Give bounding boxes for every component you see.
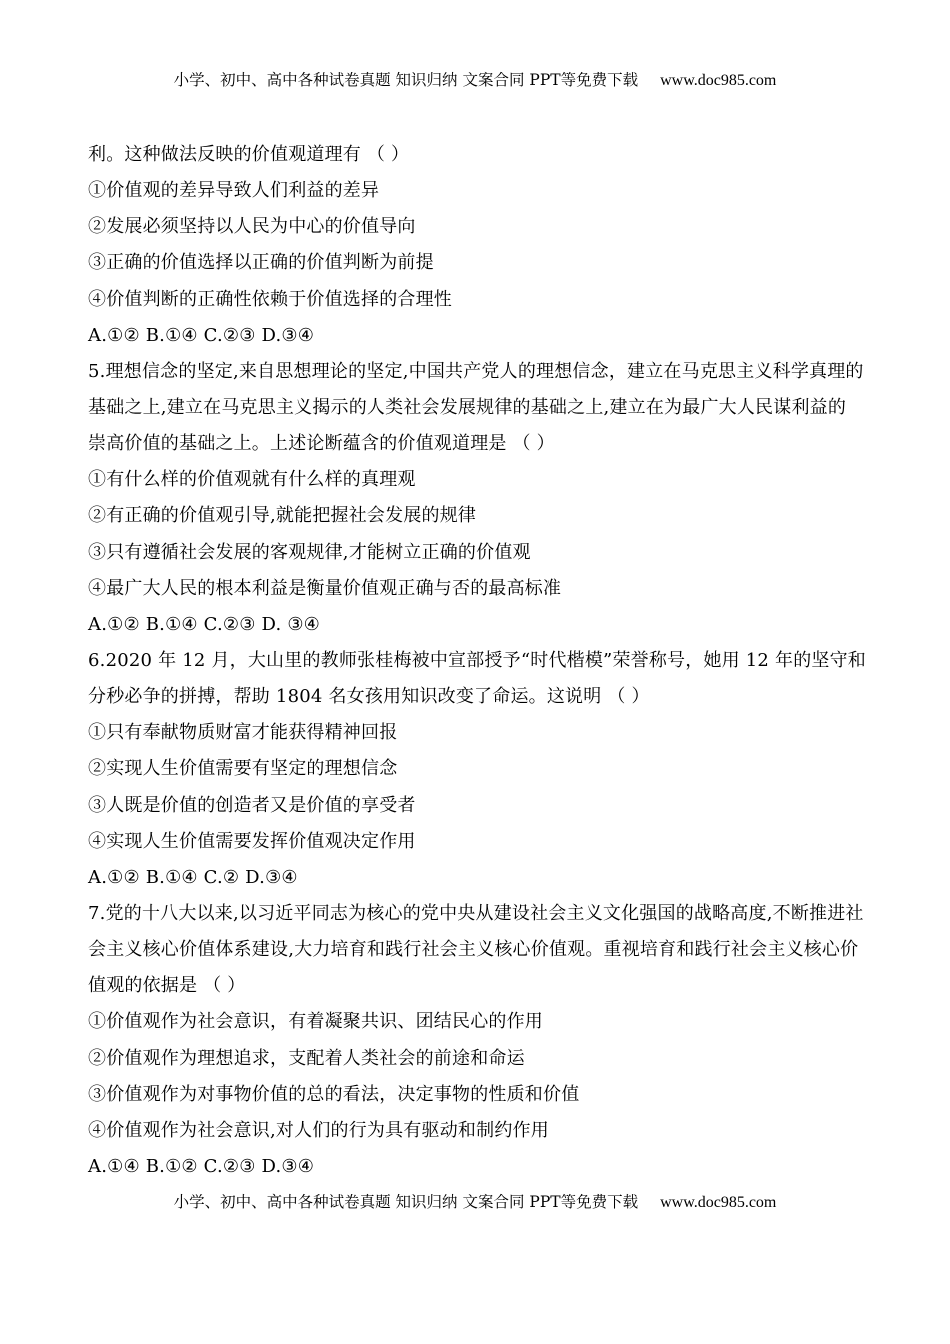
option-line: ②实现人生价值需要有坚定的理想信念 [88, 758, 398, 780]
option-line: ①只有奉献物质财富才能获得精神回报 [88, 722, 398, 744]
question-stem: 6.2020 年 12 月，大山里的教师张桂梅被中宣部授予“时代楷模”荣誉称号，她用 12 年的坚守和 [88, 649, 866, 671]
answer-choices: A.①② B.①④ C.② D.③④ [88, 866, 298, 888]
question-stem: 会主义核心价值体系建设,大力培育和践行社会主义核心价值观。重视培育和践行社会主义核心价 [88, 939, 859, 961]
option-line: ④价值判断的正确性依赖于价值选择的合理性 [88, 288, 452, 310]
question-stem: 基础之上,建立在马克思主义揭示的人类社会发展规律的基础之上,建立在为最广大人民谋利益的 [88, 396, 847, 418]
question-stem: 5.理想信念的坚定,来自思想理论的坚定,中国共产党人的理想信念，建立在马克思主义科学真理的 [88, 360, 864, 382]
option-line: ④价值观作为社会意识,对人们的行为具有驱动和制约作用 [88, 1119, 549, 1141]
question-stem: 值观的依据是 （ ） [88, 975, 246, 997]
option-line: ④最广大人民的根本利益是衡量价值观正确与否的最高标准 [88, 577, 562, 599]
question-stem: 7.党的十八大以来,以习近平同志为核心的党中央从建设社会主义文化强国的战略高度,不断推进社 [88, 902, 864, 924]
footer-site-link[interactable]: www.doc985.com [660, 1194, 777, 1211]
answer-choices: A.①④ B.①② C.②③ D.③④ [88, 1155, 315, 1177]
question-stem: 崇高价值的基础之上。上述论断蕴含的价值观道理是 （ ） [88, 433, 555, 455]
option-line: ③价值观作为对事物价值的总的看法，决定事物的性质和价值 [88, 1083, 580, 1105]
page-footer [0, 1190, 950, 1212]
answer-choices: A.①② B.①④ C.②③ D. ③④ [88, 613, 321, 635]
text-line: 利。这种做法反映的价值观道理有 （ ） [88, 144, 410, 165]
option-line: ②发展必须坚持以人民为中心的价值导向 [88, 216, 416, 238]
footer-text: 小学、初中、高中各种试卷真题 知识归纳 文案合同 PPT等免费下载 [173, 1193, 639, 1211]
page-header [0, 68, 950, 90]
header-site-link[interactable]: www.doc985.com [660, 72, 777, 89]
option-line: ③正确的价值选择以正确的价值判断为前提 [88, 252, 434, 274]
answer-choices: A.①② B.①④ C.②③ D.③④ [88, 324, 315, 346]
option-line: ②价值观作为理想追求，支配着人类社会的前途和命运 [88, 1047, 525, 1069]
question-content [88, 137, 900, 1185]
option-line: ③人既是价值的创造者又是价值的享受者 [88, 794, 416, 816]
header-text: 小学、初中、高中各种试卷真题 知识归纳 文案合同 PPT等免费下载 [173, 71, 639, 89]
option-line: ④实现人生价值需要发挥价值观决定作用 [88, 830, 416, 852]
option-line: ①价值观作为社会意识，有着凝聚共识、团结民心的作用 [88, 1011, 543, 1033]
option-line: ①有什么样的价值观就有什么样的真理观 [88, 469, 416, 491]
option-line: ③只有遵循社会发展的客观规律,才能树立正确的价值观 [88, 541, 531, 563]
option-line: ①价值观的差异导致人们利益的差异 [88, 180, 380, 202]
question-stem: 分秒必争的拼搏，帮助 1804 名女孩用知识改变了命运。这说明 （ ） [88, 686, 650, 708]
option-line: ②有正确的价值观引导,就能把握社会发展的规律 [88, 505, 477, 527]
